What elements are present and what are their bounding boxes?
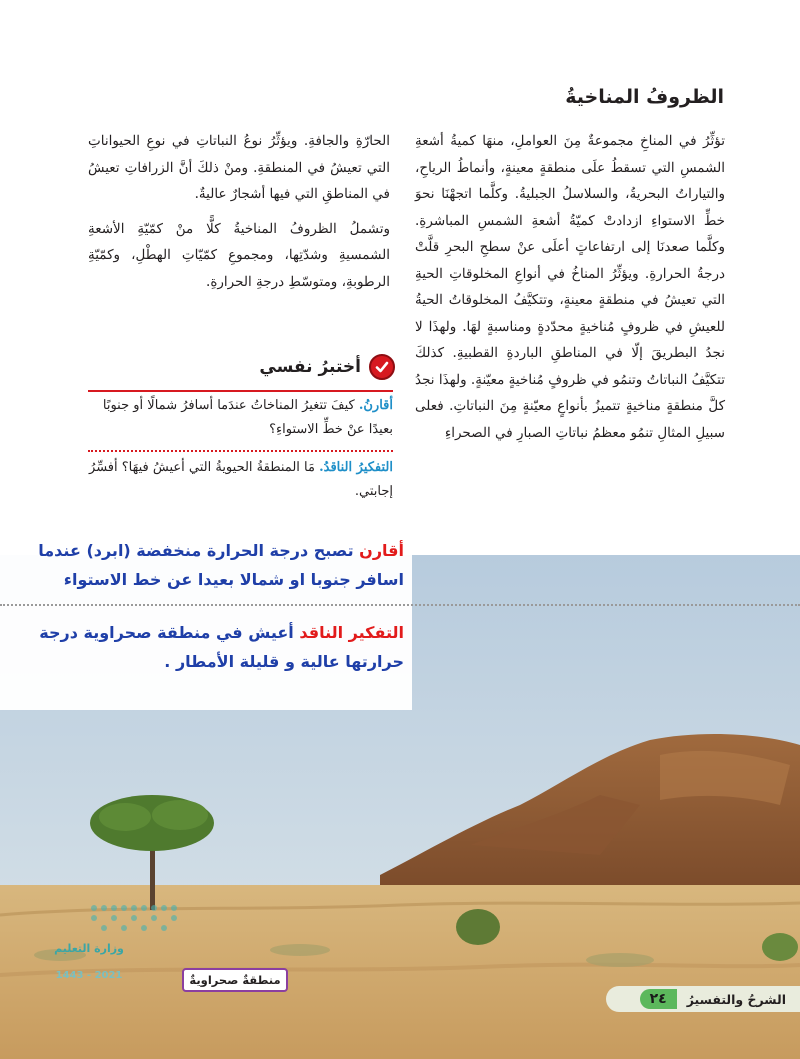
critical-question: مَا المنطقةُ الحيويةُ التي أعيشُ فيهَا؟ أفسِّرُ إجابتي. xyxy=(89,460,393,499)
footer-section-label: الشرحُ والتفسيرُ xyxy=(686,991,786,1007)
compare-label: أقارنُ. xyxy=(358,398,393,413)
critical-label: التفكيرُ الناقدُ. xyxy=(319,460,393,475)
photo-caption: منطقةٌ صحراويةٌ xyxy=(182,968,288,992)
answer-critical-text: أعيش في منطقة صحراوية درجة حرارتها عالية و قليلة الأمطار . xyxy=(39,623,404,671)
activity-critical xyxy=(88,456,393,504)
answer-compare-label: أقارن xyxy=(359,541,404,560)
right-column xyxy=(415,128,725,454)
section-heading: الظروفُ المناخيةُ xyxy=(565,86,724,108)
check-badge-icon xyxy=(369,354,395,380)
left-paragraph-1: الحارّةِ والجافةِ. ويؤثِّرُ نوعُ النباتاتِ في نوعِ الحيواناتِ التي تعيشُ في المنطقةِ. ومنْ ذلكَ أنَّ الزرافاتِ تعيشُ في المناطقِ التي فيها أشجارٌ عاليةٌ. xyxy=(88,133,390,202)
right-paragraph-1: تؤثِّرُ في المناخِ مجموعةٌ مِنَ العواملِ، منهَا كميةُ أشعةِ الشمسِ التي تسقطُ علَى منطقةٍ معينةٍ، وأنماطُ الرياحِ، والتياراتُ البحريةُ، والسلاسلُ الجبليةُ. وكلَّما اتجهْنَا نحوَ خطِّ الاستواءِ ازدادتْ كميّةُ أشعةِ الشمسِ المباشرةِ. وكلَّما صعدنَا إلى ارتفاعاتٍ أعلَى عنْ سطحِ البحرِ قلَّتْ درجةُ الحرارةِ. ويؤثِّرُ المناخُ في أنواعِ المخلوقاتِ الحيةِ التي تعيشُ في منطقةٍ معينةٍ، وتتكيَّفُ المخلوقاتُ الحيةُ للعيشِ في ظروفٍ مُناخيةٍ محدّدةٍ ومناسبةٍ لهَا. ولهذَا لا نجدُ البطريقَ إلّا في المناطقِ الباردةِ القطبيةِ. كذلكَ تتكيَّفُ النباتاتُ وتنمُو في ظروفٍ مُناخيةٍ معيّنةٍ. ولهذَا نجدُ كلَّ منطقةٍ مناخيةٍ تتميزُ بأنواعٍ معيّنةٍ مِنَ النباتاتِ. فعلى سبيلِ المثالِ تنمُو معظمُ نباتاتِ الصبارِ في الصحراءِ xyxy=(415,133,725,441)
answer-divider xyxy=(0,604,800,606)
page-number: ٢٤ xyxy=(640,989,677,1009)
left-column xyxy=(88,128,390,303)
answer-critical-label: التفكير الناقد xyxy=(299,623,404,642)
activity-compare xyxy=(88,394,393,442)
answer-compare xyxy=(12,536,404,594)
activity-title: أختبرُ نفسي xyxy=(259,357,361,377)
activity-top-rule xyxy=(88,390,393,392)
footer-tab xyxy=(606,986,800,1012)
left-paragraph-2: وتشملُ الظروفُ المناخيةُ كلًّا منْ كمّيّةِ الأشعةِ الشمسيةِ وشدّتِها، ومجموعِ كمّيّاتِ الهطْلِ، وكمّيّةِ الرطوبةِ، ومتوسّطِ درجةِ الحرارةِ. xyxy=(88,220,390,290)
answer-compare-text: تصبح درجة الحرارة منخفضة (ابرد) عندما اسافر جنوبا او شمالا بعيدا عن خط الاستواء xyxy=(38,541,404,589)
watermark-title: وزارة التعليم xyxy=(54,942,124,955)
watermark-year: 2021 - 1443 xyxy=(55,970,123,981)
answer-critical xyxy=(12,618,404,676)
activity-divider xyxy=(88,450,393,452)
activity-header xyxy=(225,350,395,384)
compare-question: كيفَ تتغيرُ المناخاتُ عندَما أسافرُ شمالًا أو جنوبًا بعيدًا عنْ خطِّ الاستواءِ؟ xyxy=(102,398,393,437)
